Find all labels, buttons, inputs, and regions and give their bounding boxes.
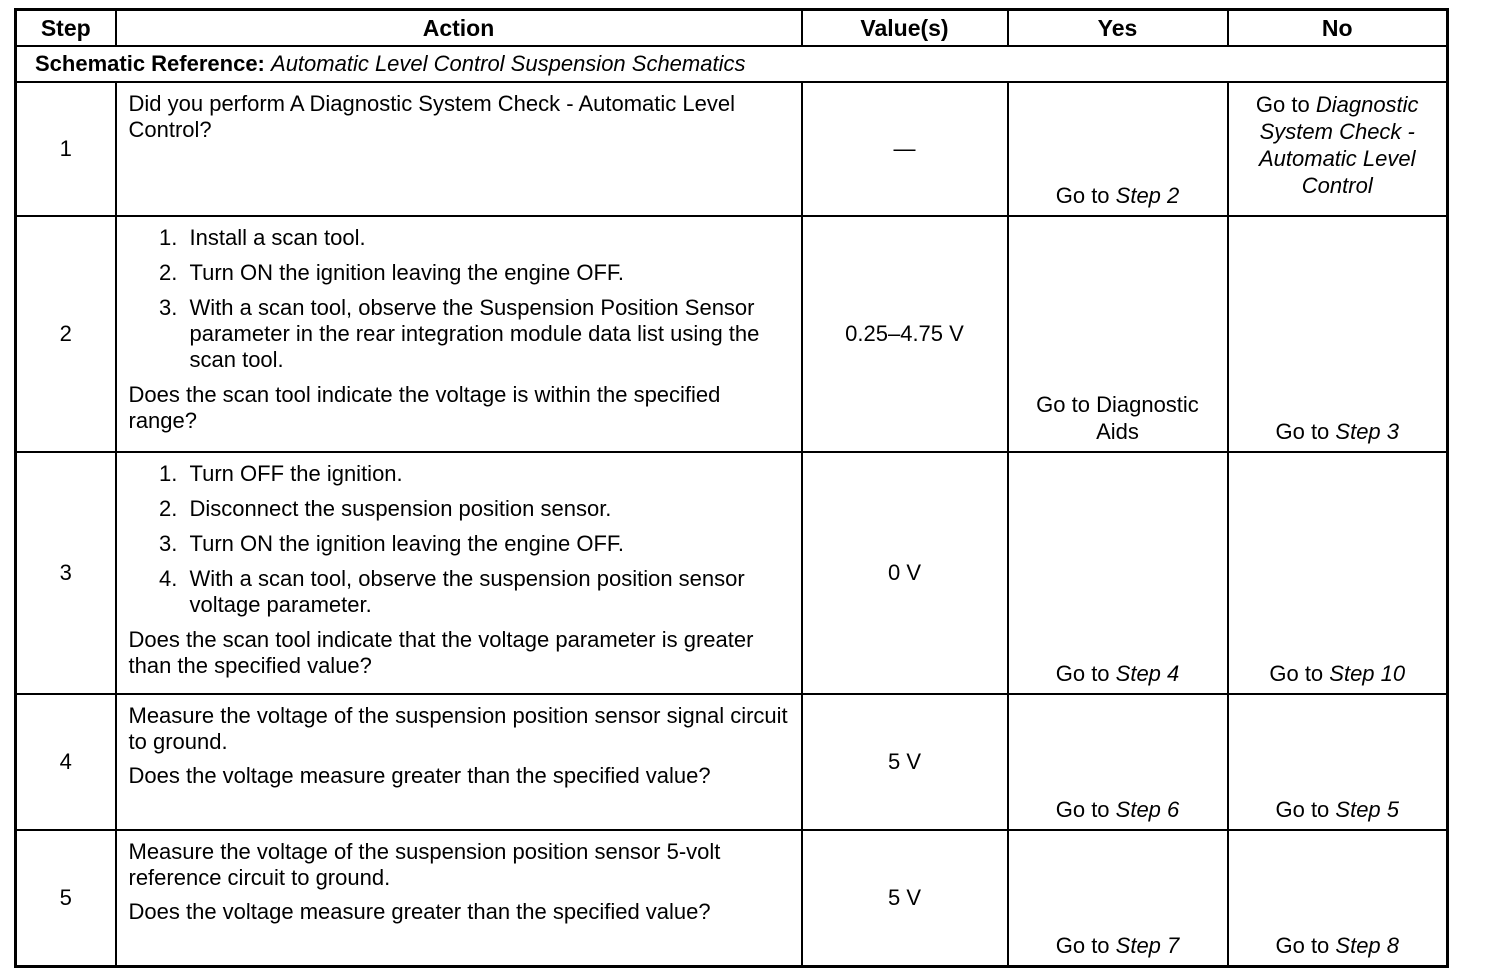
- no-step-link[interactable]: Step 8: [1335, 933, 1400, 958]
- yes-cell[interactable]: [1008, 694, 1228, 830]
- action-question: Does the scan tool indicate that the voltage parameter is greater than the specified value?: [128, 627, 754, 678]
- action-cell: [116, 452, 802, 694]
- yes-cell[interactable]: [1008, 82, 1228, 216]
- action-step-item: 4. With a scan tool, observe the suspension position sensor voltage parameter.: [184, 566, 791, 618]
- schematic-reference: [16, 46, 1448, 82]
- value-cell: —: [802, 82, 1008, 216]
- step-number: 2: [16, 216, 116, 452]
- yes-step-link[interactable]: Step 4: [1115, 661, 1180, 686]
- schematic-label: Schematic Reference:: [35, 51, 265, 76]
- no-cell[interactable]: [1228, 452, 1448, 694]
- no-prefix: Go to: [1269, 661, 1330, 686]
- table-row: [16, 830, 1448, 967]
- yes-cell[interactable]: [1008, 452, 1228, 694]
- table-row: [16, 694, 1448, 830]
- header-no: No: [1228, 10, 1448, 47]
- action-cell: [116, 82, 802, 216]
- value-cell: 0 V: [802, 452, 1008, 694]
- action-text: Did you perform A Diagnostic System Check - Automatic Level Control?: [128, 91, 735, 142]
- step-number: 4: [16, 694, 116, 830]
- yes-prefix: Go to: [1055, 661, 1116, 686]
- action-cell: [116, 694, 802, 830]
- table-row: [16, 82, 1448, 216]
- yes-cell[interactable]: [1008, 216, 1228, 452]
- action-question: Does the scan tool indicate the voltage is within the specified range?: [128, 382, 721, 433]
- action-step-item: 3. Turn ON the ignition leaving the engine OFF.: [184, 531, 791, 557]
- action-step-item: 2. Disconnect the suspension position sensor.: [184, 496, 791, 522]
- header-yes: Yes: [1008, 10, 1228, 47]
- no-step-link[interactable]: Diagnostic System Check - Automatic Level Control: [1258, 92, 1419, 198]
- no-prefix: Go to: [1275, 797, 1336, 822]
- no-cell[interactable]: [1228, 216, 1448, 452]
- step-number: 3: [16, 452, 116, 694]
- yes-cell[interactable]: [1008, 830, 1228, 967]
- action-question: Does the voltage measure greater than the specified value?: [128, 899, 711, 924]
- table-row: [16, 216, 1448, 452]
- no-step-link[interactable]: Step 5: [1335, 797, 1400, 822]
- action-step-item: 1. Turn OFF the ignition.: [184, 461, 791, 487]
- yes-step-link[interactable]: Step 6: [1115, 797, 1180, 822]
- no-prefix: Go to: [1275, 933, 1336, 958]
- yes-prefix: Go to: [1055, 797, 1116, 822]
- no-step-link[interactable]: Step 10: [1329, 661, 1406, 686]
- no-prefix: Go to: [1255, 92, 1316, 117]
- action-steps-list: [129, 225, 791, 373]
- yes-step-link[interactable]: Step 7: [1115, 933, 1180, 958]
- no-cell[interactable]: [1228, 830, 1448, 967]
- action-cell: [116, 216, 802, 452]
- table-row: [16, 452, 1448, 694]
- diagnostic-table: [14, 8, 1449, 968]
- yes-diagnostic-aids-link[interactable]: Go to Diagnostic Aids: [1036, 392, 1199, 444]
- action-steps-list: [129, 461, 791, 618]
- schematic-row: [16, 46, 1448, 82]
- action-step-item: 2. Turn ON the ignition leaving the engine OFF.: [184, 260, 791, 286]
- header-step: Step: [16, 10, 116, 47]
- schematic-link[interactable]: Automatic Level Control Suspension Schematics: [271, 51, 746, 76]
- value-cell: 5 V: [802, 830, 1008, 967]
- value-cell: 0.25–4.75 V: [802, 216, 1008, 452]
- header-action: Action: [116, 10, 802, 47]
- action-text: Measure the voltage of the suspension position sensor signal circuit to ground.: [128, 703, 788, 754]
- action-question: Does the voltage measure greater than the specified value?: [128, 763, 711, 788]
- action-step-item: 1. Install a scan tool.: [184, 225, 791, 251]
- action-text: Measure the voltage of the suspension position sensor 5-volt reference circuit to ground.: [128, 839, 721, 890]
- step-number: 1: [16, 82, 116, 216]
- header-value: Value(s): [802, 10, 1008, 47]
- header-row: [16, 10, 1448, 47]
- action-step-item: 3. With a scan tool, observe the Suspension Position Sensor parameter in the rear integration module data list using the scan tool.: [184, 295, 791, 373]
- value-cell: 5 V: [802, 694, 1008, 830]
- step-number: 5: [16, 830, 116, 967]
- no-step-link[interactable]: Step 3: [1335, 419, 1400, 444]
- yes-prefix: Go to: [1055, 933, 1116, 958]
- yes-step-link[interactable]: Step 2: [1115, 183, 1180, 208]
- no-cell[interactable]: [1228, 694, 1448, 830]
- yes-prefix: Go to: [1055, 183, 1116, 208]
- no-cell[interactable]: [1228, 82, 1448, 216]
- no-prefix: Go to: [1275, 419, 1336, 444]
- action-cell: [116, 830, 802, 967]
- diagnostic-table-document: [14, 8, 1446, 968]
